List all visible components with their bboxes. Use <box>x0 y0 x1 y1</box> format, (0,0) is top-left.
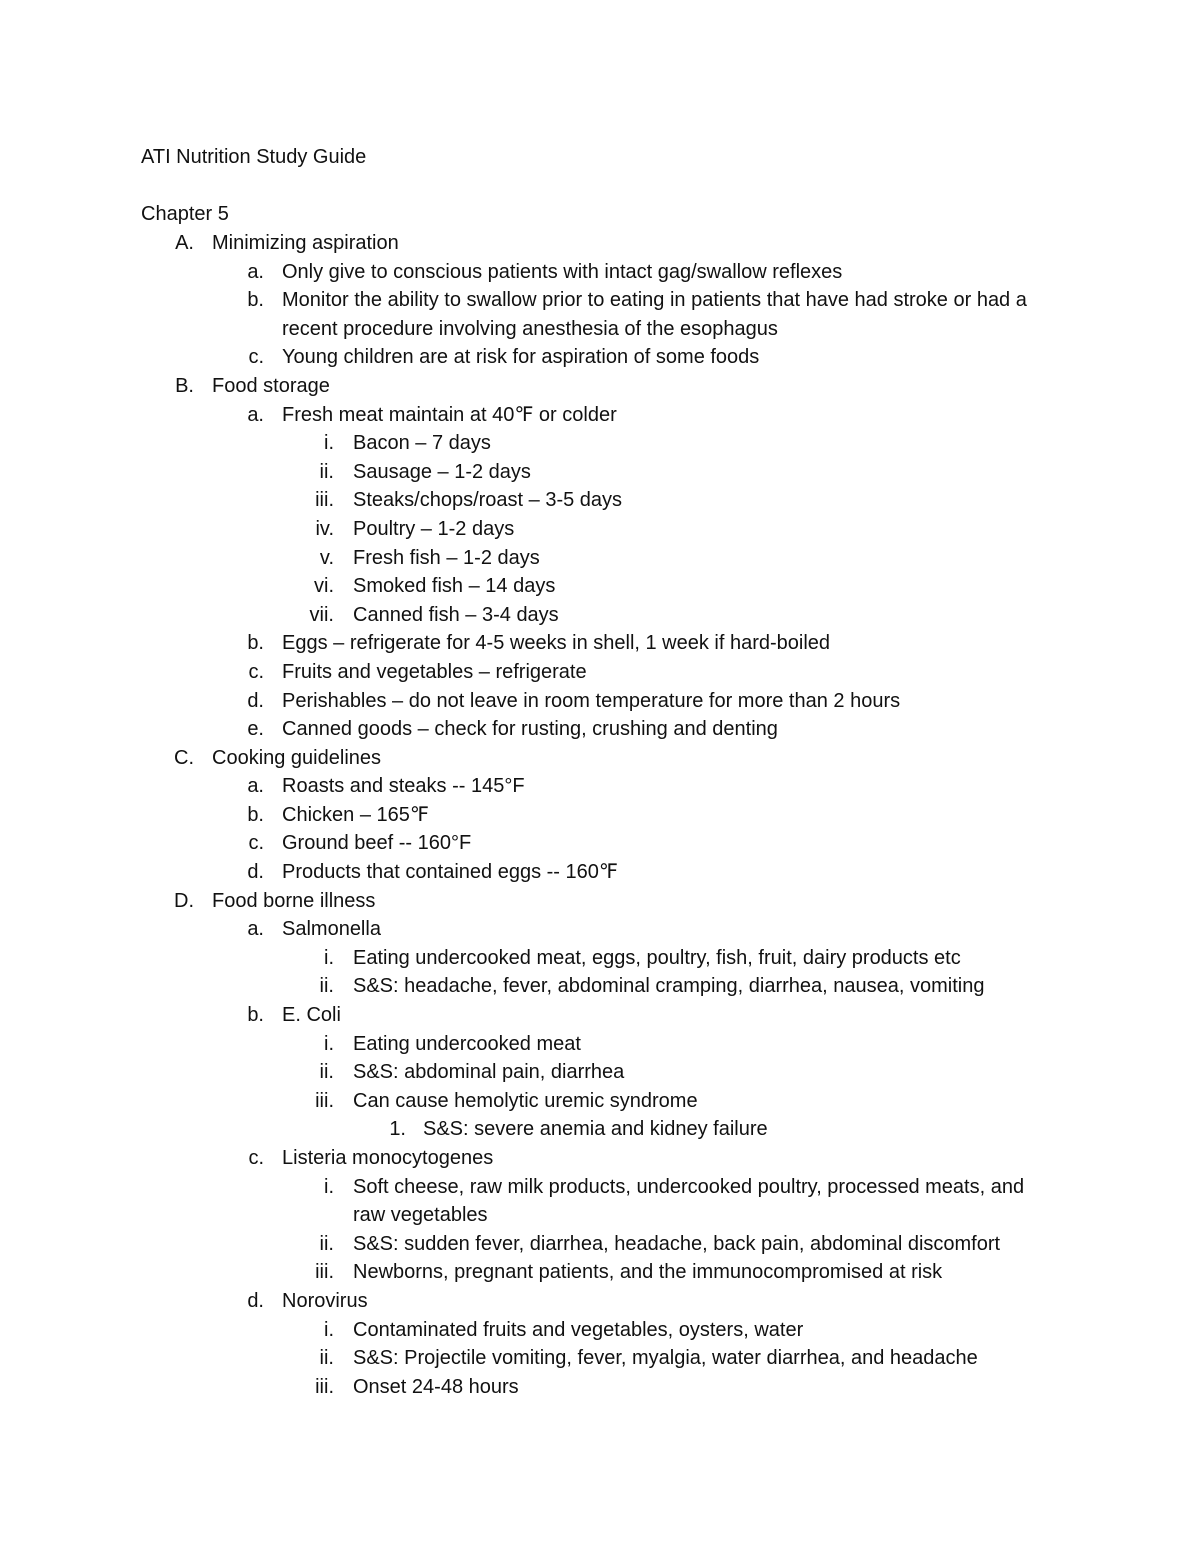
list-marker: i. <box>324 432 334 455</box>
list-marker: iii. <box>315 1375 334 1398</box>
list-item-text: E. Coli <box>282 1004 341 1027</box>
list-item <box>0 1115 1200 1144</box>
list-item <box>0 1287 1200 1316</box>
list-marker: ii. <box>319 1061 334 1084</box>
list-item <box>0 687 1200 716</box>
list-item-text: S&S: abdominal pain, diarrhea <box>353 1061 625 1084</box>
list-item <box>0 1001 1200 1030</box>
list-marker: a. <box>247 775 264 798</box>
list-marker: iv. <box>315 517 334 540</box>
list-item-text: Cooking guidelines <box>212 746 382 769</box>
list-item <box>0 601 1200 630</box>
list-item <box>0 572 1200 601</box>
list-item-text: S&S: sudden fever, diarrhea, headache, back pain, abdominal discomfort <box>353 1232 1001 1255</box>
chapter-heading: Chapter 5 <box>141 203 229 225</box>
list-marker: ii. <box>319 1232 334 1255</box>
list-marker: c. <box>248 346 264 369</box>
list-item-text: Canned goods – check for rusting, crushing and denting <box>282 718 778 741</box>
list-item <box>0 1144 1200 1173</box>
list-marker: vi. <box>314 575 334 598</box>
list-item <box>0 887 1200 916</box>
list-item <box>0 229 1200 258</box>
list-marker: b. <box>247 803 264 826</box>
list-item <box>0 401 1200 430</box>
list-item <box>0 858 1200 887</box>
list-item-text: Ground beef -- 160°F <box>282 832 472 855</box>
list-item-text: Roasts and steaks -- 145°F <box>282 775 525 798</box>
list-item <box>0 801 1200 830</box>
list-item-text: Young children are at risk for aspiration of some foods <box>282 346 760 369</box>
list-item-text: Contaminated fruits and vegetables, oysters, water <box>353 1318 804 1341</box>
list-item-text: Listeria monocytogenes <box>282 1147 494 1169</box>
list-item-text: Monitor the ability to swallow prior to eating in patients that have had stroke or had a recent procedure involving anesthesia of the esophagus <box>282 289 1027 340</box>
list-item-text: Fresh meat maintain at 40℉ or colder <box>282 403 617 426</box>
list-item-text: Fruits and vegetables – refrigerate <box>282 660 587 683</box>
list-marker: c. <box>248 660 264 683</box>
outline-list <box>0 229 1200 1401</box>
list-item <box>0 744 1200 773</box>
list-item-text: Can cause hemolytic uremic syndrome <box>353 1089 698 1112</box>
list-marker: v. <box>319 546 334 569</box>
list-item-text: Norovirus <box>282 1289 368 1312</box>
list-item <box>0 658 1200 687</box>
list-item <box>0 1058 1200 1087</box>
list-marker: i. <box>324 1175 334 1198</box>
list-item-text: Steaks/chops/roast – 3-5 days <box>353 489 623 512</box>
list-item <box>0 944 1200 973</box>
list-item-text: Eating undercooked meat <box>353 1032 581 1055</box>
list-marker: ii. <box>319 1347 334 1370</box>
list-item <box>0 1173 1200 1230</box>
list-marker: B. <box>175 374 194 397</box>
list-item-text: Only give to conscious patients with intact gag/swallow reflexes <box>282 260 843 283</box>
list-item <box>0 915 1200 944</box>
list-marker: C. <box>174 746 194 769</box>
list-item-text: Salmonella <box>282 918 381 941</box>
list-marker: b. <box>247 289 264 312</box>
list-marker: d. <box>247 1289 264 1312</box>
list-item-text: Sausage – 1-2 days <box>353 460 531 483</box>
document-title: ATI Nutrition Study Guide <box>141 146 367 168</box>
list-marker: i. <box>324 1318 334 1341</box>
list-item <box>0 1373 1200 1402</box>
list-marker: b. <box>247 1004 264 1027</box>
list-marker: c. <box>248 1147 264 1169</box>
list-item <box>0 458 1200 487</box>
list-item-text: Food borne illness <box>212 889 376 912</box>
list-item-text: Newborns, pregnant patients, and the immunocompromised at risk <box>353 1261 943 1284</box>
list-item-text: S&S: severe anemia and kidney failure <box>423 1118 768 1141</box>
list-item <box>0 1087 1200 1116</box>
list-item <box>0 1258 1200 1287</box>
list-item-text: Eating undercooked meat, eggs, poultry, fish, fruit, dairy products etc <box>353 946 961 969</box>
list-item <box>0 1316 1200 1345</box>
list-item <box>0 429 1200 458</box>
list-item-text: S&S: headache, fever, abdominal cramping, diarrhea, nausea, vomiting <box>353 975 985 998</box>
list-item <box>0 829 1200 858</box>
list-item-text: Food storage <box>212 374 330 397</box>
list-marker: c. <box>248 832 264 855</box>
list-item-text: S&S: Projectile vomiting, fever, myalgia, water diarrhea, and headache <box>353 1347 978 1370</box>
list-item <box>0 544 1200 573</box>
list-item-text: Eggs – refrigerate for 4-5 weeks in shell, 1 week if hard-boiled <box>282 632 831 655</box>
list-marker: A. <box>175 232 194 254</box>
list-item <box>0 486 1200 515</box>
list-item <box>0 372 1200 401</box>
list-item-text: Poultry – 1-2 days <box>353 517 515 540</box>
list-item-text: Chicken – 165℉ <box>282 803 429 826</box>
list-marker: e. <box>247 718 264 741</box>
list-item-text: Soft cheese, raw milk products, undercooked poultry, processed meats, and raw vegetables <box>353 1175 1025 1227</box>
list-marker: d. <box>247 861 264 884</box>
list-marker: 1. <box>389 1118 406 1141</box>
list-item-text: Fresh fish – 1-2 days <box>353 546 540 569</box>
list-marker: vii. <box>309 603 334 626</box>
list-item <box>0 1230 1200 1259</box>
list-item-text: Minimizing aspiration <box>212 232 399 254</box>
list-item <box>0 343 1200 372</box>
list-item <box>0 1030 1200 1059</box>
list-marker: a. <box>247 260 264 283</box>
list-marker: iii. <box>315 1261 334 1284</box>
list-marker: iii. <box>315 489 334 512</box>
list-item <box>0 286 1200 343</box>
list-marker: ii. <box>319 460 334 483</box>
list-item-text: Bacon – 7 days <box>353 432 491 455</box>
list-item <box>0 715 1200 744</box>
list-marker: b. <box>247 632 264 655</box>
list-marker: ii. <box>319 975 334 998</box>
list-item-text: Smoked fish – 14 days <box>353 575 556 598</box>
list-item <box>0 258 1200 287</box>
list-item <box>0 972 1200 1001</box>
list-marker: d. <box>247 689 264 712</box>
list-marker: D. <box>174 889 194 912</box>
list-item-text: Canned fish – 3-4 days <box>353 603 559 626</box>
list-item-text: Products that contained eggs -- 160℉ <box>282 861 618 884</box>
list-item <box>0 629 1200 658</box>
list-marker: i. <box>324 946 334 969</box>
list-item-text: Onset 24-48 hours <box>353 1375 519 1398</box>
list-marker: a. <box>247 918 264 941</box>
list-item-text: Perishables – do not leave in room temperature for more than 2 hours <box>282 689 901 712</box>
list-item <box>0 772 1200 801</box>
list-marker: i. <box>324 1032 334 1055</box>
list-item <box>0 1344 1200 1373</box>
list-marker: a. <box>247 403 264 426</box>
list-marker: iii. <box>315 1089 334 1112</box>
list-item <box>0 515 1200 544</box>
